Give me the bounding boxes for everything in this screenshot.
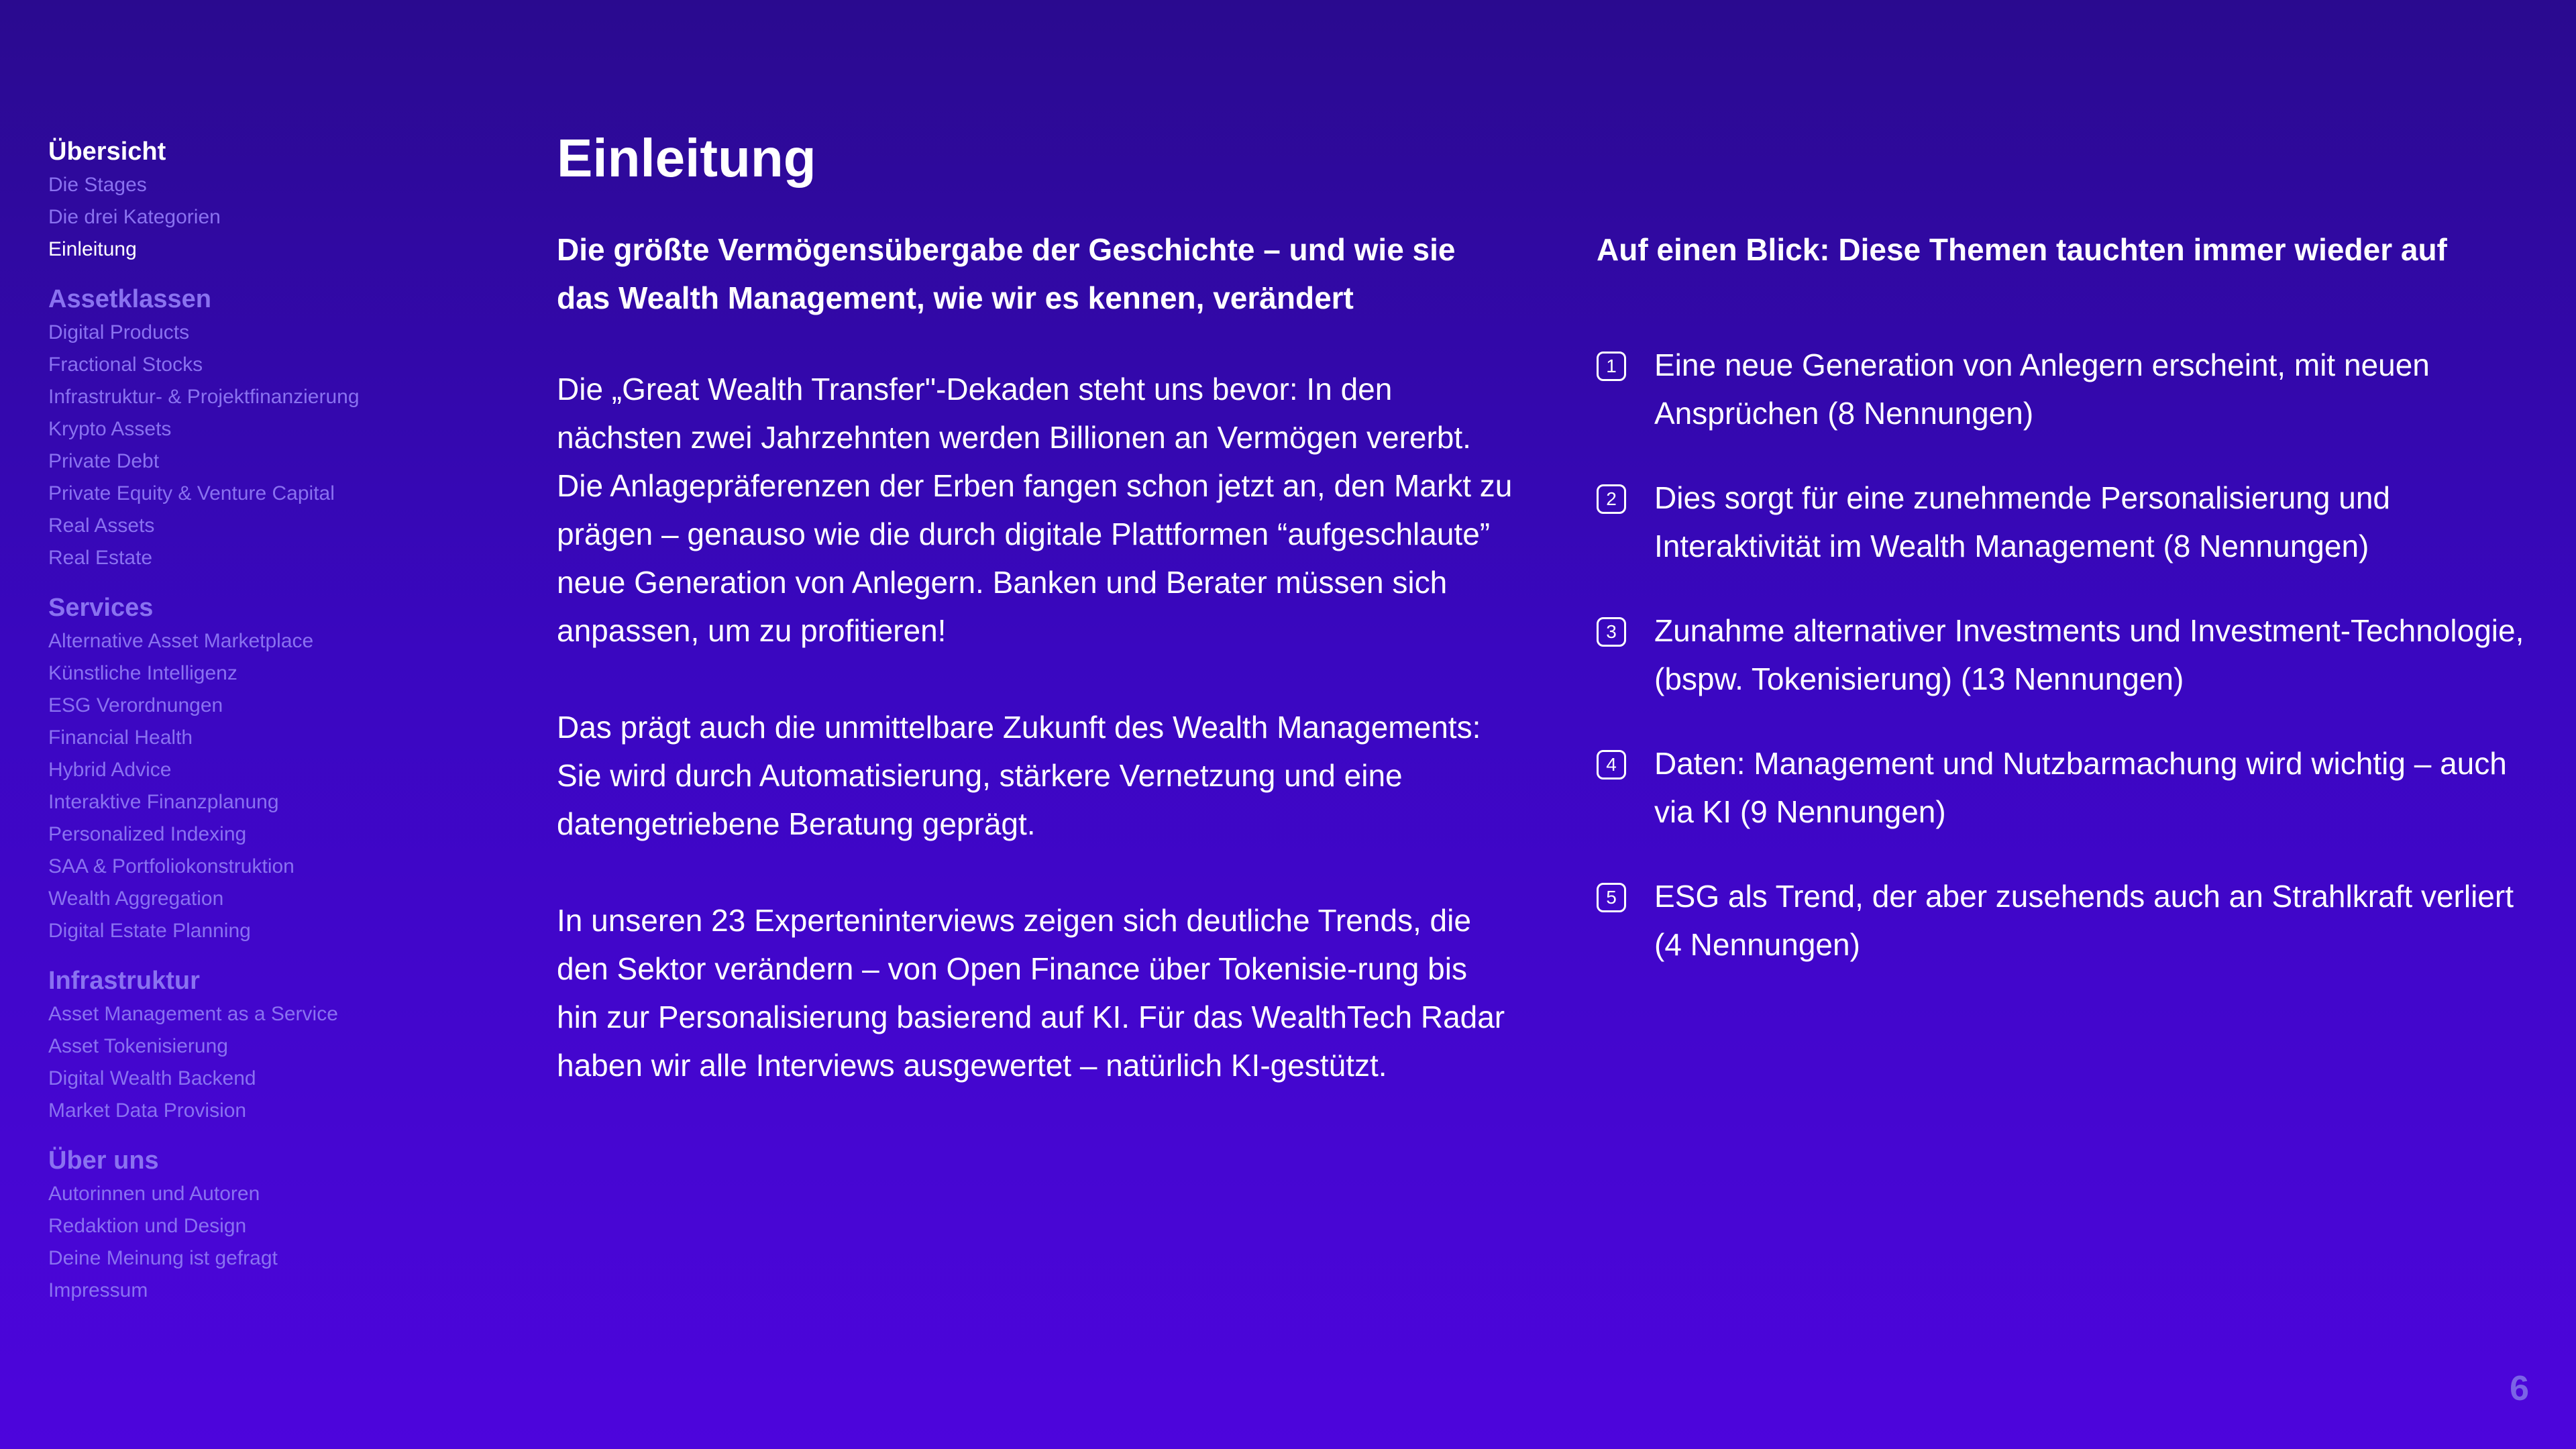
nav-heading-assetklassen[interactable]: Assetklassen <box>48 285 211 313</box>
nav-item-digital-estate-planning[interactable]: Digital Estate Planning <box>48 920 251 942</box>
intro-paragraph-3: In unseren 23 Experteninterviews zeigen sich deutliche Trends, die den Sektor verändern – von Open Finance über Tokenisie-rung bis hin zur Personalisierung basierend auf KI. Für das WealthTech Radar haben wir alle Interviews ausgewertet – natürlich KI-gestützt. <box>557 903 1505 1083</box>
nav-heading-ueber-uns[interactable]: Über uns <box>48 1146 159 1175</box>
nav-section-services <box>48 590 464 947</box>
theme-text: Daten: Management und Nutzbarmachung wird wichtig – auch via KI (9 Nennungen) <box>1654 746 2507 829</box>
nav-item-asset-tokenisierung[interactable]: Asset Tokenisierung <box>48 1035 228 1057</box>
nav-item-die-drei-kategorien[interactable]: Die drei Kategorien <box>48 206 221 228</box>
intro-paragraph-1: Die „Great Wealth Transfer"-Dekaden steht uns bevor: In den nächsten zwei Jahrzehnten werden Billionen an Vermögen vererbt. Die Anlagepräferenzen der Erben fangen schon jetzt an, den Markt zu prägen – genauso wie die durch digitale Plattformen “aufgeschlaute” neue Generation von Anlegern. Banken und Berater müssen sich anpassen, um zu profitieren! <box>557 372 1513 648</box>
theme-item <box>1597 606 2526 703</box>
intro-column <box>557 225 1523 1138</box>
nav-item-einleitung[interactable]: Einleitung <box>48 238 137 260</box>
page-number: 6 <box>2510 1369 2529 1408</box>
themes-heading: Auf einen Blick: Diese Themen tauchten immer wieder auf <box>1597 232 2447 267</box>
nav-item-esg-verordnungen[interactable]: ESG Verordnungen <box>48 694 223 716</box>
number-badge-icon: 3 <box>1597 617 1626 647</box>
nav-item-infrastruktur-projektfinanzierung[interactable]: Infrastruktur- & Projektfinanzierung <box>48 386 360 408</box>
nav-item-krypto-assets[interactable]: Krypto Assets <box>48 418 172 440</box>
number-badge-icon: 1 <box>1597 352 1626 381</box>
nav-section-infrastruktur <box>48 963 464 1127</box>
nav-item-hybrid-advice[interactable]: Hybrid Advice <box>48 759 172 781</box>
nav-section-assetklassen <box>48 282 464 574</box>
sidebar-nav <box>48 134 464 1323</box>
themes-list <box>1597 341 2536 969</box>
number-badge-icon: 5 <box>1597 883 1626 912</box>
nav-item-interaktive-finanzplanung[interactable]: Interaktive Finanzplanung <box>48 791 279 813</box>
nav-item-financial-health[interactable]: Financial Health <box>48 727 193 749</box>
theme-text: Zunahme alternativer Investments und Investment-Technologie, (bspw. Tokenisierung) (13 Nennungen) <box>1654 613 2524 696</box>
nav-item-kuenstliche-intelligenz[interactable]: Künstliche Intelligenz <box>48 662 237 684</box>
nav-item-personalized-indexing[interactable]: Personalized Indexing <box>48 823 247 845</box>
themes-column <box>1597 225 2536 1005</box>
nav-heading-services[interactable]: Services <box>48 594 154 622</box>
page-title: Einleitung <box>557 128 816 188</box>
nav-item-asset-management-as-a-service[interactable]: Asset Management as a Service <box>48 1003 338 1025</box>
intro-subtitle: Die größte Vermögensübergabe der Geschichte – und wie sie das Wealth Management, wie wir es kennen, verändert <box>557 232 1456 315</box>
nav-section-ueber-uns <box>48 1143 464 1307</box>
nav-item-redaktion-und-design[interactable]: Redaktion und Design <box>48 1215 247 1237</box>
theme-item <box>1597 739 2526 836</box>
number-badge-icon: 4 <box>1597 750 1626 780</box>
nav-item-digital-wealth-backend[interactable]: Digital Wealth Backend <box>48 1067 256 1089</box>
theme-item <box>1597 474 2526 570</box>
nav-item-market-data-provision[interactable]: Market Data Provision <box>48 1099 247 1122</box>
nav-item-saa-portfoliokonstruktion[interactable]: SAA & Portfoliokonstruktion <box>48 855 294 877</box>
nav-item-real-estate[interactable]: Real Estate <box>48 547 153 569</box>
nav-heading-uebersicht[interactable]: Übersicht <box>48 138 166 166</box>
number-badge-icon: 2 <box>1597 484 1626 514</box>
nav-item-autorinnen-und-autoren[interactable]: Autorinnen und Autoren <box>48 1183 260 1205</box>
nav-item-wealth-aggregation[interactable]: Wealth Aggregation <box>48 888 224 910</box>
nav-item-impressum[interactable]: Impressum <box>48 1279 148 1301</box>
nav-item-fractional-stocks[interactable]: Fractional Stocks <box>48 354 203 376</box>
nav-item-private-equity[interactable]: Private Equity & Venture Capital <box>48 482 335 504</box>
nav-item-real-assets[interactable]: Real Assets <box>48 515 155 537</box>
nav-item-private-debt[interactable]: Private Debt <box>48 450 160 472</box>
nav-item-die-stages[interactable]: Die Stages <box>48 174 147 196</box>
nav-section-uebersicht <box>48 134 464 266</box>
nav-heading-infrastruktur[interactable]: Infrastruktur <box>48 967 200 995</box>
intro-paragraph-2: Das prägt auch die unmittelbare Zukunft des Wealth Managements: Sie wird durch Automatisierung, stärkere Vernetzung und eine datengetriebene Beratung geprägt. <box>557 710 1481 841</box>
theme-item <box>1597 341 2526 437</box>
nav-item-alternative-asset-marketplace[interactable]: Alternative Asset Marketplace <box>48 630 314 652</box>
nav-item-deine-meinung[interactable]: Deine Meinung ist gefragt <box>48 1247 278 1269</box>
theme-text: Eine neue Generation von Anlegern erscheint, mit neuen Ansprüchen (8 Nennungen) <box>1654 347 2430 431</box>
nav-item-digital-products[interactable]: Digital Products <box>48 321 190 343</box>
theme-item <box>1597 872 2526 969</box>
theme-text: ESG als Trend, der aber zusehends auch an Strahlkraft verliert (4 Nennungen) <box>1654 879 2514 962</box>
theme-text: Dies sorgt für eine zunehmende Personalisierung und Interaktivität im Wealth Management (8 Nennungen) <box>1654 480 2390 564</box>
